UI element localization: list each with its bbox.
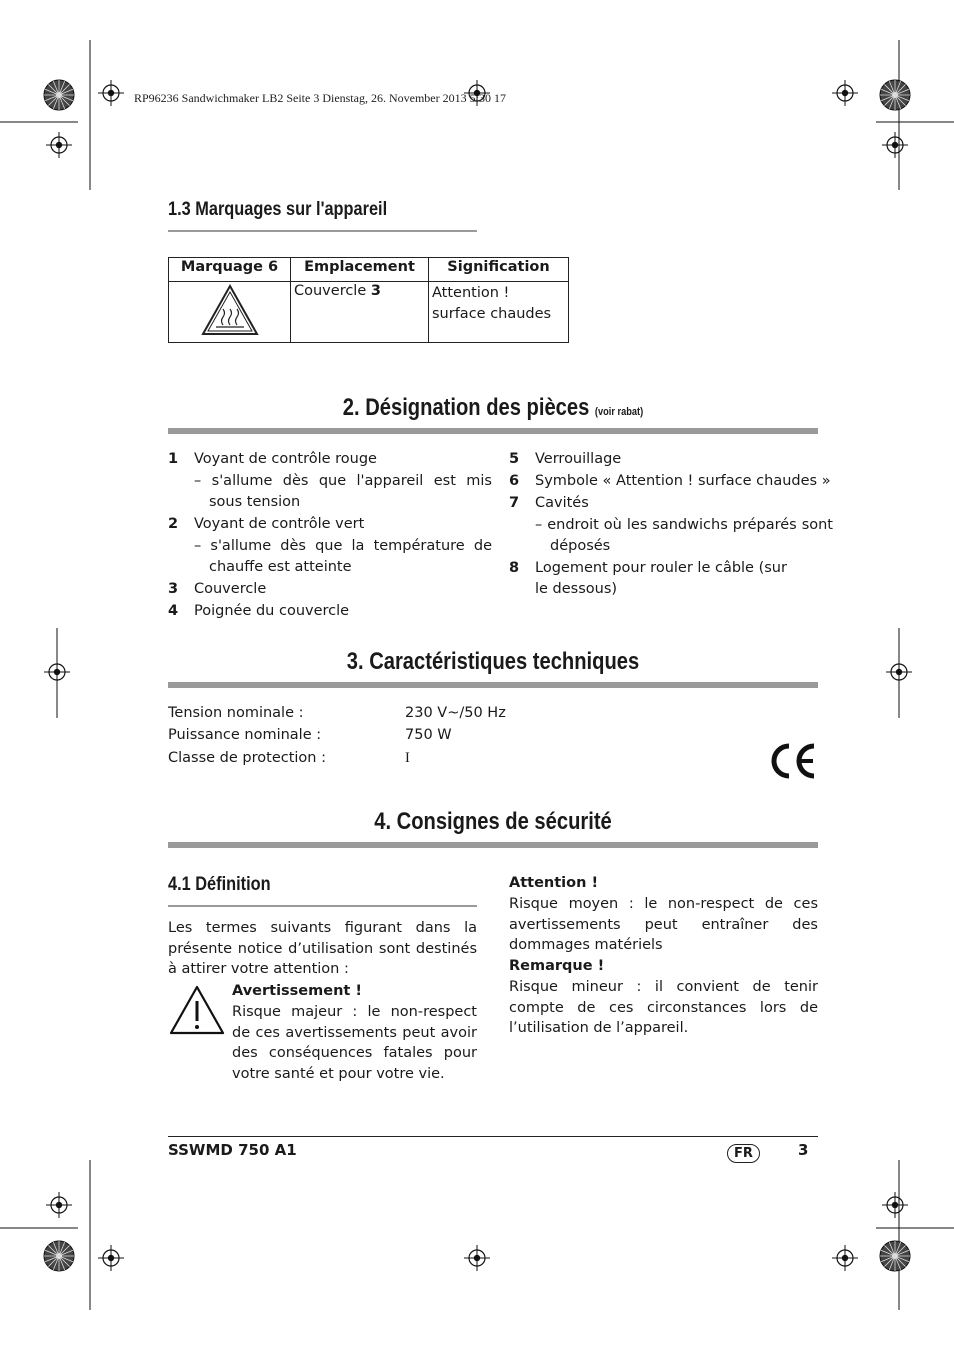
- markings-cell-meaning: Attention ! surface chaudes: [429, 282, 569, 343]
- footer-model: SSWMD 750 A1: [168, 1141, 297, 1159]
- spec-row: Puissance nominale : 750 W: [168, 727, 452, 743]
- list-item: 5 Verrouillage: [509, 451, 622, 467]
- definition-intro: Les termes suivants figurant dans la présente notice d’utilisation sont destinés à attirer votre attention :: [168, 920, 477, 977]
- parts-list-left: [168, 449, 492, 629]
- markings-cell-location: Couvercle 3: [291, 282, 429, 343]
- warning-heading: Avertissement !: [232, 983, 362, 999]
- section-2-title: 2. Désignation des pièces (voir rabat): [342, 394, 644, 421]
- parts-list-right: [509, 449, 833, 629]
- specs-list: [168, 703, 588, 773]
- section-1-3-title: 1.3 Marquages sur l'appareil: [168, 199, 388, 220]
- section-1-3-rule: [168, 230, 477, 232]
- markings-header-meaning: Signification: [429, 258, 569, 282]
- page-number: 3: [798, 1141, 809, 1159]
- hot-surface-warning-icon: [200, 283, 260, 337]
- attention-text: Risque moyen : le non-respect de ces avertissements peut entraîner des dommages matériels: [509, 896, 818, 953]
- list-item: 6 Symbole « Attention ! surface chaudes »: [509, 473, 831, 489]
- ce-mark-icon: [768, 742, 818, 780]
- list-item: 7 Cavités: [509, 495, 589, 511]
- section-2-rule: [168, 428, 818, 434]
- warning-text: Risque majeur : le non-respect de ces avertissements peut avoir des conséquences fatales pour votre santé et pour votre vie.: [232, 1004, 477, 1082]
- remark-heading: Remarque !: [509, 958, 605, 974]
- section-4-1-title: 4.1 Définition: [168, 874, 271, 895]
- section-3-title: 3. Caractéristiques techniques: [346, 648, 640, 675]
- list-item: 1 Voyant de contrôle rouge: [168, 451, 377, 467]
- attention-heading: Attention !: [509, 875, 599, 891]
- markings-header-location: Emplacement: [291, 258, 429, 282]
- list-item-detail: – endroit où les sandwichs préparés sont déposés: [535, 517, 833, 554]
- remark-text: Risque mineur : il convient de tenir compte de ces circonstances lors de l’utilisation de l’appareil.: [509, 979, 818, 1036]
- section-4-rule: [168, 842, 818, 848]
- spec-row: Tension nominale : 230 V~/50 Hz: [168, 705, 506, 721]
- list-item: 2 Voyant de contrôle vert: [168, 516, 365, 532]
- markings-header-marking: Marquage 6: [169, 258, 291, 282]
- list-item-detail: – s'allume dès que la température de chauffe est atteinte: [194, 538, 492, 575]
- print-slug: RP96236 Sandwichmaker LB2 Seite 3 Dienstag, 26. November 2013 5:30 17: [134, 91, 506, 105]
- section-3-rule: [168, 682, 818, 688]
- spec-row: Classe de protection : I: [168, 750, 410, 766]
- markings-cell-symbol: [169, 282, 291, 343]
- list-item: 3 Couvercle: [168, 581, 267, 597]
- markings-table: [168, 257, 569, 343]
- section-4-title: 4. Consignes de sécurité: [374, 808, 612, 835]
- list-item-detail: – s'allume dès que l'appareil est mis sous tension: [194, 473, 492, 510]
- footer-rule: [168, 1136, 818, 1137]
- list-item: 4 Poignée du couvercle: [168, 603, 350, 619]
- warning-triangle-icon: [168, 984, 226, 1036]
- section-4-1-rule: [168, 905, 477, 907]
- language-badge: FR: [727, 1144, 760, 1163]
- list-item: 8 Logement pour rouler le câble (sur le dessous): [509, 560, 787, 597]
